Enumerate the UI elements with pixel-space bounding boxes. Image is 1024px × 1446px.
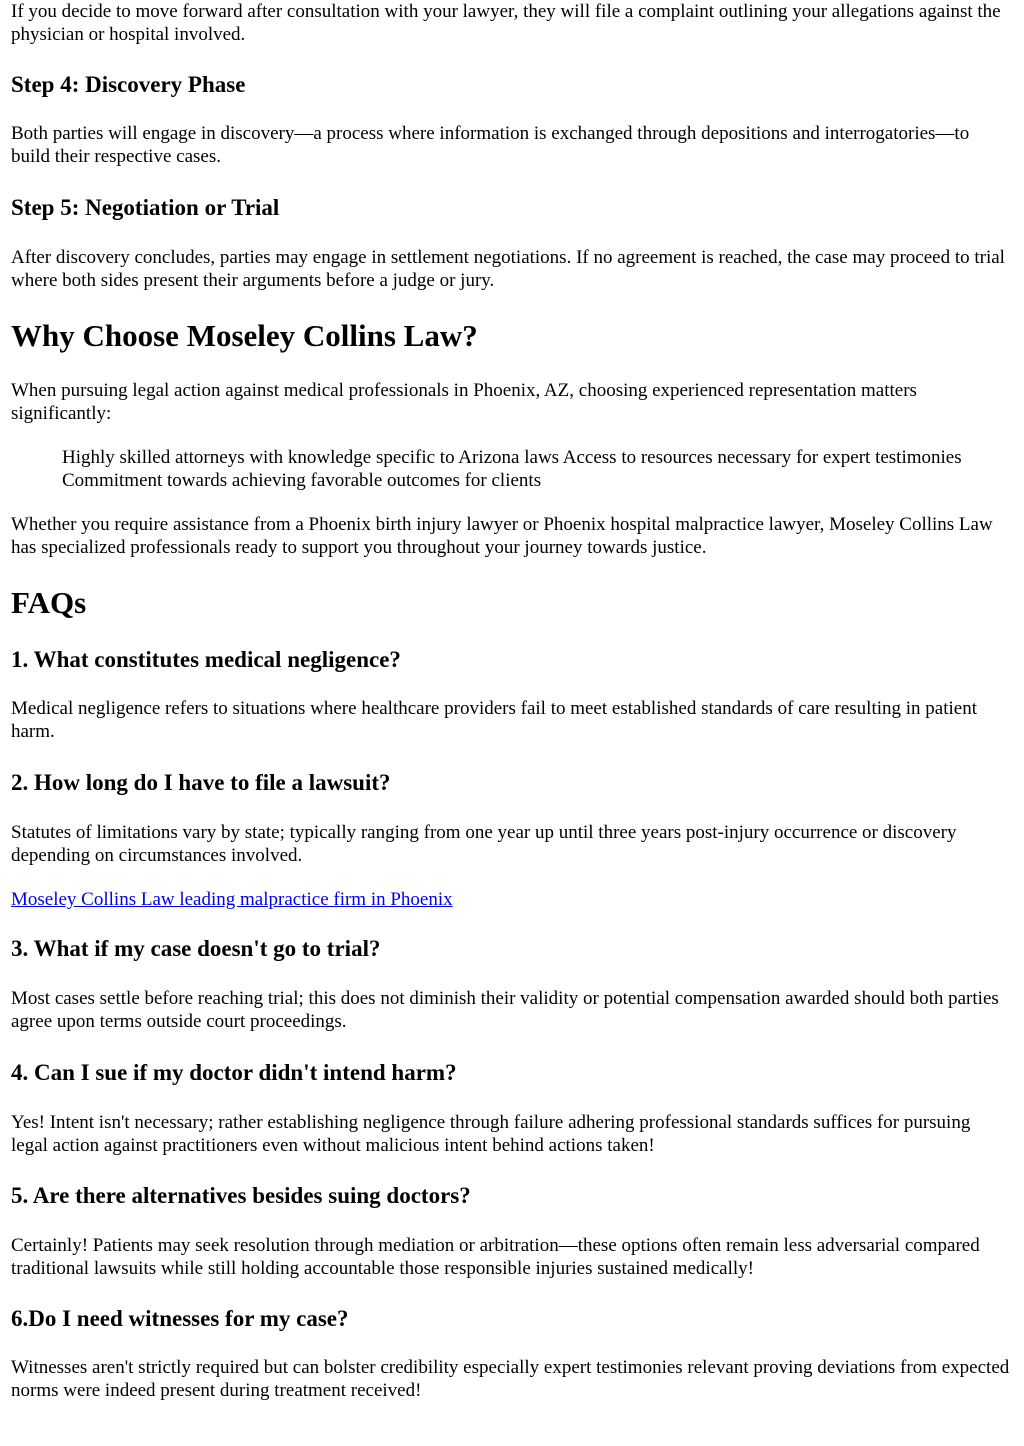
why-intro-paragraph: When pursuing legal action against medical professionals in Phoenix, AZ, choosing experienced representation matters significantly: [11, 380, 917, 424]
faq-answer: Witnesses aren't strictly required but can bolster credibility especially expert testimonies relevant proving deviations from expected norms were indeed present during treatment received! [11, 1357, 1010, 1401]
step-4-heading: Step 4: Discovery Phase [11, 72, 246, 97]
step-5-paragraph: After discovery concludes, parties may engage in settlement negotiations. If no agreement is reached, the case may proceed to trial where both sides present their arguments before a judge or jury. [11, 247, 1005, 291]
firm-link-paragraph [11, 888, 1011, 911]
faq-question: 3. What if my case doesn't go to trial? [11, 936, 381, 961]
why-blockquote: Highly skilled attorneys with knowledge specific to Arizona laws Access to resources necessary for expert testimonies Commitment towards achieving favorable outcomes for clients [62, 447, 962, 491]
faq-answer: Most cases settle before reaching trial; this does not diminish their validity or potential compensation awarded should both parties agree upon terms outside court proceedings. [11, 988, 999, 1032]
faq-answer: Medical negligence refers to situations where healthcare providers fail to meet established standards of care resulting in patient harm. [11, 698, 978, 742]
faq-question: 5. Are there alternatives besides suing doctors? [11, 1183, 471, 1208]
intro-paragraph: If you decide to move forward after consultation with your lawyer, they will file a complaint outlining your allegations against the physician or hospital involved. [11, 1, 1001, 45]
faqs-heading: FAQs [11, 585, 87, 620]
faq-answer: Yes! Intent isn't necessary; rather establishing negligence through failure adhering professional standards suffices for pursuing legal action against practitioners even without malicious intent behind actions taken! [11, 1112, 971, 1156]
why-closing-paragraph: Whether you require assistance from a Phoenix birth injury lawyer or Phoenix hospital malpractice lawyer, Moseley Collins Law has specialized professionals ready to support you throughout your journey towards justice. [11, 514, 993, 558]
faq-question: 1. What constitutes medical negligence? [11, 647, 401, 672]
faq-question: 4. Can I sue if my doctor didn't intend harm? [11, 1060, 457, 1085]
faq-answer: Statutes of limitations vary by state; typically ranging from one year up until three years post-injury occurrence or discovery depending on circumstances involved. [11, 822, 957, 866]
faq-question: 2. How long do I have to file a lawsuit? [11, 770, 391, 795]
step-4-paragraph: Both parties will engage in discovery—a process where information is exchanged through depositions and interrogatories—to build their respective cases. [11, 123, 970, 167]
step-5-heading: Step 5: Negotiation or Trial [11, 195, 280, 220]
faq-answer: Certainly! Patients may seek resolution through mediation or arbitration—these options often remain less adversarial compared traditional lawsuits while still holding accountable those responsible injuries sustained medically! [11, 1235, 980, 1279]
faq-question: 6.Do I need witnesses for my case? [11, 1306, 349, 1331]
firm-link[interactable]: Moseley Collins Law leading malpractice firm in Phoenix [11, 889, 453, 910]
why-heading: Why Choose Moseley Collins Law? [11, 318, 478, 353]
